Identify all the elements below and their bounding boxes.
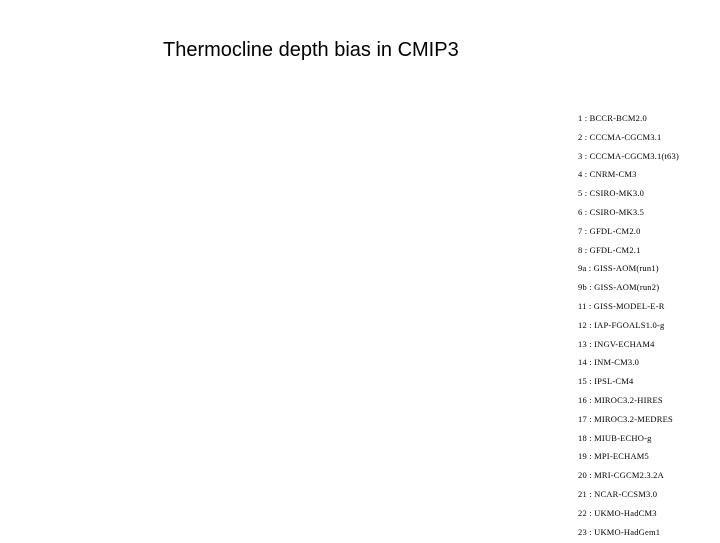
model-list-item: 22 : UKMO-HadCM3 <box>578 507 657 518</box>
model-list-item: 5 : CSIRO-MK3.0 <box>578 188 645 199</box>
model-list-item: 6 : CSIRO-MK3.5 <box>578 206 645 217</box>
model-list-item: 8 : GFDL-CM2.1 <box>578 244 641 255</box>
model-list-item: 2 : CCCMA-CGCM3.1 <box>578 131 662 142</box>
model-list-item: 17 : MIROC3.2-MEDRES <box>578 413 673 424</box>
model-list-item: 14 : INM-CM3.0 <box>578 357 640 368</box>
model-list-item: 9a : GISS-AOM(run1) <box>578 263 659 274</box>
model-list-item: 20 : MRI-CGCM2.3.2A <box>578 470 664 481</box>
model-list-item: 16 : MIROC3.2-HIRES <box>578 394 663 405</box>
model-list-item: 4 : CNRM-CM3 <box>578 169 637 180</box>
model-list-item: 18 : MIUB-ECHO-g <box>578 432 652 443</box>
model-list-item: 15 : IPSL-CM4 <box>578 376 634 387</box>
model-list-item: 9b : GISS-AOM(run2) <box>578 282 660 293</box>
model-list-item: 11 : GISS-MODEL-E-R <box>578 300 665 311</box>
model-list <box>578 111 679 543</box>
model-list-item: 7 : GFDL-CM2.0 <box>578 225 641 236</box>
model-list-item: 13 : INGV-ECHAM4 <box>578 338 655 349</box>
model-list-item: 19 : MPI-ECHAM5 <box>578 451 650 462</box>
model-list-item: 3 : CCCMA-CGCM3.1(t63) <box>578 150 679 161</box>
slide-title: Thermocline depth bias in CMIP3 <box>163 39 459 61</box>
model-list-item: 12 : IAP-FGOALS1.0-g <box>578 319 665 330</box>
model-list-item: 1 : BCCR-BCM2.0 <box>578 113 647 123</box>
model-list-item: 21 : NCAR-CCSM3.0 <box>578 488 658 499</box>
model-list-item: 23 : UKMO-HadGem1 <box>578 526 661 537</box>
